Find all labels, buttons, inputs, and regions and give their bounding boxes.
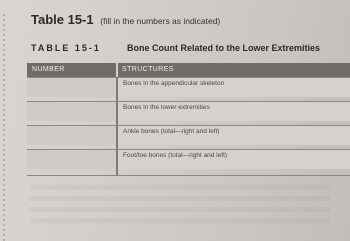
page-title-text: Table 15-1	[31, 12, 94, 27]
number-cell[interactable]	[27, 101, 116, 121]
column-divider	[116, 77, 118, 175]
column-header-structures: STRUCTURES	[118, 63, 350, 77]
bleed-through-shading	[30, 185, 330, 225]
table-row	[27, 125, 350, 145]
column-header-number: NUMBER	[27, 63, 116, 77]
page-title	[31, 12, 220, 27]
bone-count-table	[27, 63, 350, 175]
structure-cell: Bones in the appendicular skeleton	[118, 77, 350, 97]
spiral-binding-edge	[3, 14, 5, 241]
table-label: TABLE 15-1	[31, 43, 101, 53]
table-row	[27, 101, 350, 121]
structure-cell: Ankle bones (total—right and left)	[118, 125, 350, 145]
structure-cell: Bones in the lower extremities	[118, 101, 350, 121]
table-row	[27, 149, 350, 169]
table-row	[27, 77, 350, 97]
table-bottom-rule	[27, 175, 350, 176]
structure-cell: Foot/toe bones (total—right and left)	[118, 149, 350, 169]
number-cell[interactable]	[27, 125, 116, 145]
number-cell[interactable]	[27, 77, 116, 97]
table-caption: Bone Count Related to the Lower Extremities	[127, 43, 321, 53]
page-title-note: (fill in the numbers as indicated)	[100, 16, 221, 26]
number-cell[interactable]	[27, 149, 116, 169]
